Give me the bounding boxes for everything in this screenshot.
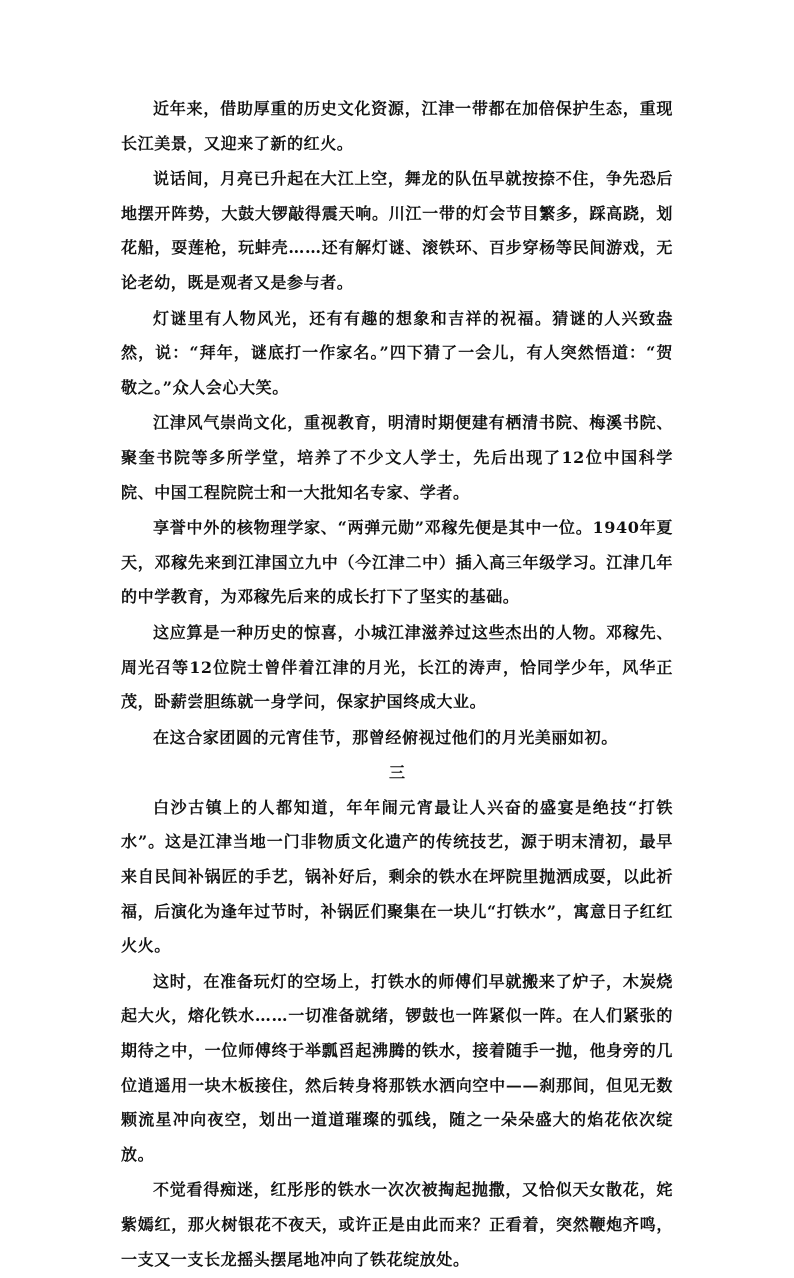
paragraph-4: 江津风气崇尚文化，重视教育，明清时期便建有栖清书院、梅溪书院、聚奎书院等多所学堂，培养了不少文人学士，先后出现了12位中国科学院、中国工程院院士和一大批知名专家、学者。 xyxy=(121,413,673,502)
paragraph-10: 不觉看得痴迷，红彤彤的铁水一次次被掏起抛撒，又恰似天女散花，姹紫嫣红，那火树银花不夜天，或许正是由此而来？正看着，突然鞭炮齐鸣，一支又一支长龙摇头摆尾地冲向了铁花绽放处。 xyxy=(121,1180,673,1269)
paragraph-8: 白沙古镇上的人都知道，年年闹元宵最让人兴奋的盛宴是绝技“打铁水”。这是江津当地一门非物质文化遗产的传统技艺，源于明末清初，最早来自民间补锅匠的手艺，锅补好后，剩余的铁水在坪院里抛洒成耍，以此祈福，后演化为逢年过节时，补锅匠们聚集在一块儿“打铁水”，寓意日子红红火火。 xyxy=(121,797,673,956)
paragraph-6: 这应算是一种历史的惊喜，小城江津滋养过这些杰出的人物。邓稼先、周光召等12位院士曾伴着江津的月光，长江的涛声，恰同学少年，风华正茂，卧薪尝胆练就一身学问，保家护国终成大业。 xyxy=(121,622,673,712)
paragraph-9: 这时，在准备玩灯的空场上，打铁水的师傅们早就搬来了炉子，木炭烧起大火，熔化铁水……一切准备就绪，锣鼓也一阵紧似一阵。在人们紧张的期待之中，一位师傅终于举瓢舀起沸腾的铁水，接着随手一抛，他身旁的几位逍遥用一块木板接住，然后转身将那铁水洒向空中——刹那间，但见无数颗流星冲向夜空，划出一道道璀璨的弧线，随之一朵朵盛大的焰花依次绽放。 xyxy=(121,971,673,1164)
paragraph-2: 说话间，月亮已升起在大江上空，舞龙的队伍早就按捺不住，争先恐后地摆开阵势，大鼓大锣敲得震天响。川江一带的灯会节目繁多，踩高跷，划花船，耍莲枪，玩蚌壳……还有解灯谜、滚铁环、百步穿杨等民间游戏，无论老幼，既是观者又是参与者。 xyxy=(121,169,673,292)
paragraph-3: 灯谜里有人物风光，还有有趣的想象和吉祥的祝福。猜谜的人兴致盎然，说：“拜年，谜底打一作家名。”四下猜了一会儿，有人突然悟道：“贺敬之。”众人会心大笑。 xyxy=(121,308,673,397)
paragraph-1: 近年来，借助厚重的历史文化资源，江津一带都在加倍保护生态，重现长江美景，又迎来了新的红火。 xyxy=(121,99,673,153)
paragraph-7: 在这合家团圆的元宵佳节，那曾经俯视过他们的月光美丽如初。 xyxy=(153,727,618,747)
document-page xyxy=(121,92,673,1278)
paragraph-5: 享誉中外的核物理学家、“两弹元勋”邓稼先便是其中一位。1940年夏天，邓稼先来到江津国立九中（今江津二中）插入高三年级学习。江津几年的中学教育，为邓稼先后来的成长打下了坚实的基础。 xyxy=(121,518,673,607)
section-number: 三 xyxy=(388,763,405,783)
